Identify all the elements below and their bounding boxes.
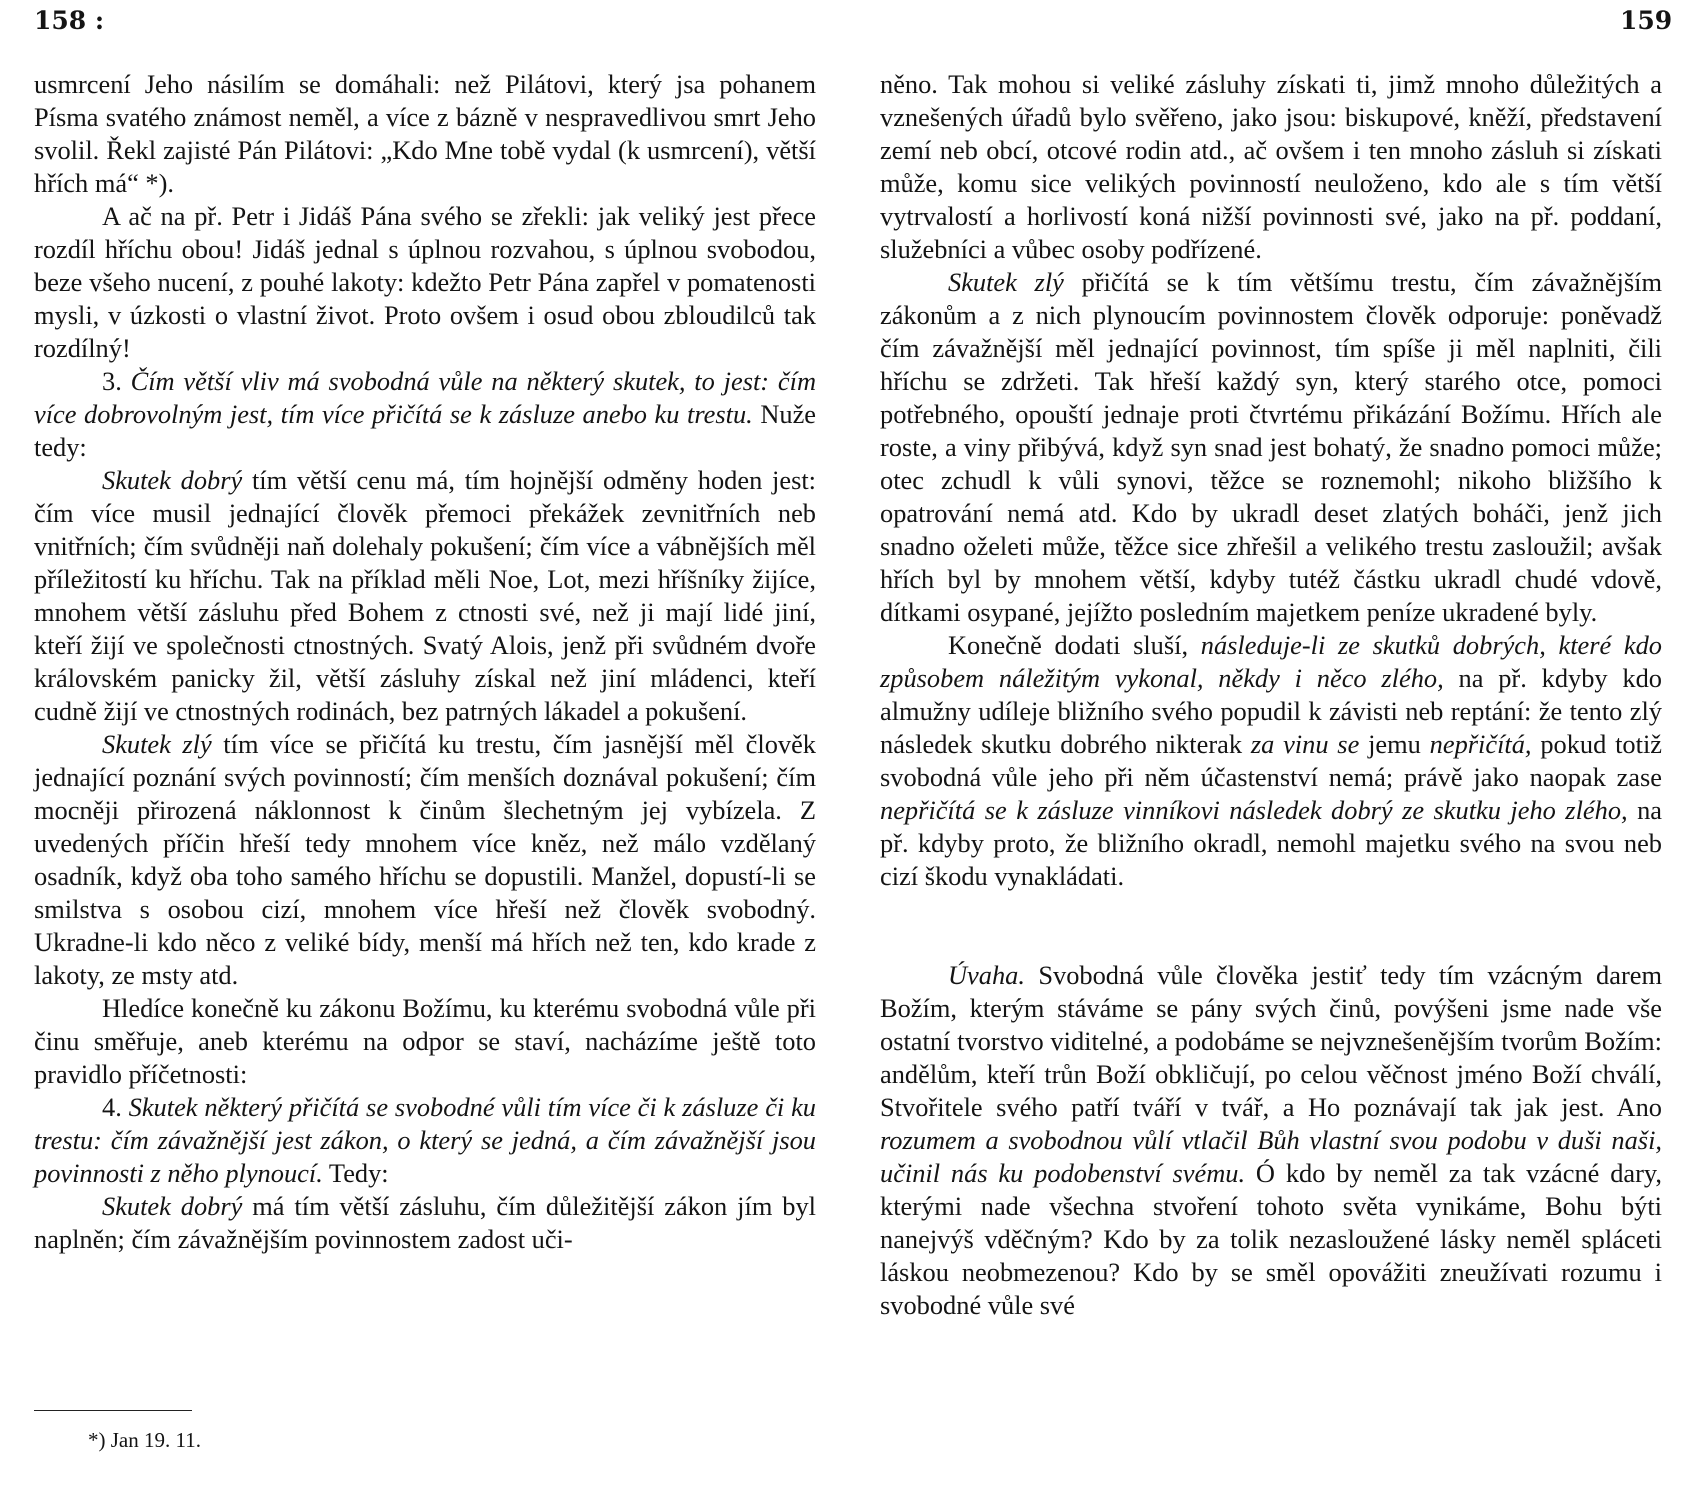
- text-run: Svobodná vůle člověka jestiť tedy tím vzácným darem Božím, kterým stáváme se pány svých činů, povýšeni jsme nade vše ostatní tvorstvo viditelné, a podobáme se nejvznešenějším tvorům Božím: andělům, kteří trůn Boží obkličují, po celou věčnost jméno Boží chválí, Stvořitele svého patří tváří v tvář, a Ho poznávají tak jak jest. Ano: [880, 960, 1662, 1122]
- italic-text: nepřičítá,: [1429, 729, 1532, 759]
- paragraph: [880, 959, 1662, 1322]
- paragraph: [34, 365, 816, 464]
- italic-text: Skutek některý přičítá se svobodné vůli tím více či k zásluze či ku trestu: čím závažnější jest zákon, o který se jedná, a čím závažnější jsou povinnosti z něho plynoucí.: [34, 1092, 816, 1188]
- text-run: A ač na př. Petr i Jidáš Pána svého se zřekli: jak veliký jest přece rozdíl hříchu obou! Jidáš jednal s úplnou rozvahou, s úplnou svobodou, beze všeho nucení, z pouhé lakoty: kdežto Petr Pána zapřel v pomatenosti mysli, v úzkosti o vlastní život. Proto ovšem i osud obou zbloudilců tak rozdílný!: [34, 201, 816, 363]
- italic-text: Skutek dobrý: [102, 1191, 243, 1221]
- text-run: Tedy:: [322, 1158, 389, 1188]
- text-run: tím více se přičítá ku trestu, čím jasnější měl člověk jednající poznání svých povinností; čím menších doznával pokušení; čím mocněji přirozená náklonnost k činům šlechetným jej vybízela. Z uvedených příčin hřeší tedy mnohem více kněz, než málo vzdělaný osadník, když oba toho samého hříchu se dopustili. Manžel, dopustí-li se smilstva s osobou cizí, mnohem více hřeší než člověk svobodný. Ukradne-li kdo něco z veliké bídy, menší má hřích než ten, kdo krade z lakoty, ze msty atd.: [34, 729, 816, 990]
- text-run: má tím větší zásluhu, čím důležitější zákon jím byl naplněn; čím závažnějším povinnostem zadost uči-: [34, 1191, 816, 1254]
- italic-text: nepřičítá se k zásluze vinníkovi následek dobrý ze skutku jeho zlého,: [880, 795, 1628, 825]
- paragraph: [880, 68, 1662, 266]
- italic-text: rozumem a svobodnou vůlí vtlačil Bůh vlastní svou podobu v duši naši, učinil nás ku podobenství svému.: [880, 1125, 1662, 1188]
- text-run: 4.: [102, 1092, 129, 1122]
- paragraph: [34, 728, 816, 992]
- italic-text: následuje-li ze skutků dobrých, které kdo způsobem náležitým vykonal, někdy i něco zlého,: [880, 630, 1662, 693]
- italic-text: Čím větší vliv má svobodná vůle na některý skutek, to jest: čím více dobrovolným jest, tím více přičítá se k zásluze anebo ku trestu.: [34, 366, 817, 429]
- text-run: Nuže tedy:: [34, 399, 817, 462]
- paragraph: [34, 68, 816, 200]
- text-run: pokud totiž svobodná vůle jeho při něm účastenství nemá; právě jako naopak zase: [880, 729, 1663, 792]
- paragraph: [34, 464, 816, 728]
- right-page-text-column: [880, 68, 1662, 1322]
- page-number-left: 158 :: [34, 6, 105, 35]
- text-run: 3.: [102, 366, 131, 396]
- paragraph: [880, 629, 1662, 893]
- italic-text: za vinu se: [1250, 729, 1360, 759]
- page-number-right: 159: [1620, 6, 1673, 35]
- left-page-text-column: [34, 68, 816, 1256]
- paragraph: [34, 1091, 816, 1190]
- text-run: něno. Tak mohou si veliké zásluhy získati ti, jimž mnoho důležitých a vznešených úřadů bylo svěřeno, jako jsou: biskupové, kněží, představení zemí neb obcí, otcové rodin atd., ač ovšem i ten mnoho zásluh si získati může, komu sice velikých povinností neuloženo, kdo ale s tím větší vytrvalostí a horlivostí koná nižší povinnosti své, jako na př. poddaní, služebníci a vůbec osoby podřízené.: [880, 69, 1662, 264]
- text-run: jemu: [1359, 729, 1430, 759]
- italic-text: Skutek zlý: [102, 729, 212, 759]
- text-run: tím větší cenu má, tím hojnější odměny hoden jest: čím více musil jednající člověk přemoci překážek zevnitřních neb vnitřních; čím svůdněji naň dolehaly pokušení; čím více a vábnějších měl příležitostí ku hříchu. Tak na příklad měli Noe, Lot, mezi hříšníky žijíce, mnohem větší zásluhu před Bohem z ctnosti své, než ji mají lidé jiní, kteří žijí ve společnosti ctnostných. Svatý Alois, jenž při svůdném dvoře královském panicky žil, větší zásluhy získal než jiní mládenci, kteří cudně žijí ve ctnostných rodinách, bez patrných lákadel a pokušení.: [34, 465, 817, 726]
- paragraph: [880, 266, 1662, 629]
- text-run: na př. kdyby proto, že bližního okradl, nemohl majetku svého na svou neb cizí škodu vynakládati.: [880, 795, 1662, 891]
- text-run: Konečně dodati sluší,: [948, 630, 1201, 660]
- stray-mark: :: [94, 6, 105, 35]
- text-run: přičítá se k tím většímu trestu, čím závažnějším zákonům a z nich plynoucím povinnostem člověk odporuje: poněvadž čím závažnější měl jednající povinnost, tím spíše ji měl naplniti, čili hříchu se zdržeti. Tak hřeší každý syn, který starého otce, pomoci potřebného, opouští jednaje proti čtvrtému přikázání Božímu. Hřích ale roste, a viny přibývá, když syn snad jest bohatý, že snadno pomoci může; otec zchudl k vůli synovi, těžce se roznemohl; nikoho bližšího k opatrování nemá atd. Kdo by ukradl deset zlatých boháči, jenž jich snadno oželeti může, těžce sice zhřešil a velikého trestu zasloužil; avšak hřích byl by mnohem větší, kdyby tutéž částku ukradl chudé vdově, dítkami osypané, jejížto posledním majetkem peníze ukradené byly.: [880, 267, 1662, 627]
- paragraph: [34, 200, 816, 365]
- text-run: na př. kdyby kdo almužny udíleje bližního svého popudil k závisti neb reptání: že tento zlý následek skutku dobrého nikterak: [880, 663, 1662, 759]
- paragraph: [34, 992, 816, 1091]
- italic-text: Úvaha.: [948, 960, 1025, 990]
- text-run: Hledíce konečně ku zákonu Božímu, ku kterému svobodná vůle při činu směřuje, aneb kterému na odpor se staví, nacházíme ještě toto pravidlo příčetnosti:: [34, 993, 816, 1089]
- italic-text: Skutek dobrý: [102, 465, 243, 495]
- italic-text: Skutek zlý: [948, 267, 1064, 297]
- text-run: usmrcení Jeho násilím se domáhali: než Pilátovi, který jsa pohanem Písma svatého známost neměl, a více z bázně v nespravedlivou smrt Jeho svolil. Řekl zajisté Pán Pilátovi: „Kdo Mne tobě vydal (k usmrcení), větší hřích má“ *).: [34, 69, 816, 198]
- footnote: *) Jan 19. 11.: [88, 1428, 201, 1452]
- paragraph: [34, 1190, 816, 1256]
- text-run: Ó kdo by neměl za tak vzácné dary, kterými nade všechna stvoření tohoto světa vynikáme, Bohu býti nanejvýš vděčným? Kdo by za tolik nezasloužené lásky neměl spláceti láskou neobmezenou? Kdo by se směl opovážiti zneužívati rozumu i svobodné vůle své: [880, 1158, 1662, 1320]
- footnote-rule: [34, 1410, 192, 1411]
